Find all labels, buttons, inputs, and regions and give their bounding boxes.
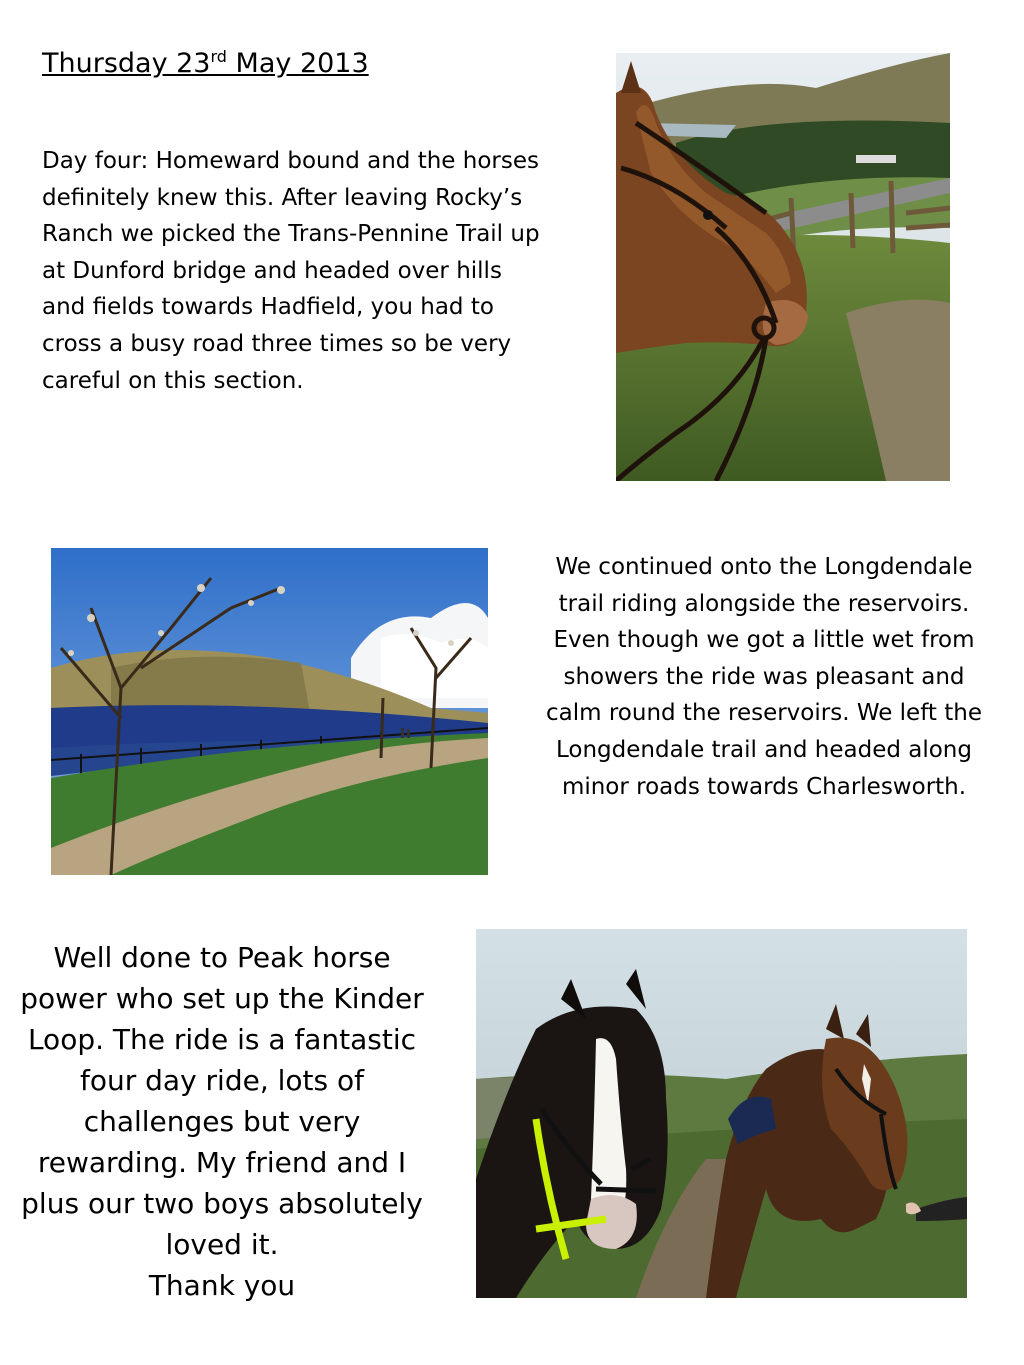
horse-head-valley-photo bbox=[616, 53, 950, 481]
date-suffix: May 2013 bbox=[226, 48, 369, 79]
page-title bbox=[42, 48, 369, 79]
date-ordinal: rd bbox=[210, 47, 227, 66]
thank-you-line: Thank you bbox=[148, 1269, 296, 1302]
reservoir-trail-photo bbox=[51, 548, 488, 875]
day-four-paragraph: Day four: Homeward bound and the horses definitely knew this. After leaving Rocky’s Ranch we picked the Trans-Pennine Trail up at Dunford bridge and headed over hills and fields towards Hadfield, you had to cross a busy road three times so be very careful on this section. bbox=[42, 148, 540, 394]
two-horses-photo bbox=[476, 929, 967, 1298]
well-done-line: Well done to Peak horse power who set up the Kinder Loop. The ride is a fantastic four day ride, lots of challenges but very rewarding. My friend and I plus our two boys absolutely loved it. bbox=[20, 941, 424, 1261]
longdendale-paragraph: We continued onto the Longdendale trail riding alongside the reservoirs. Even though we got a little wet from showers the ride was pleasant and calm round the reservoirs. We left the Longdendale trail and headed along minor roads towards Charlesworth. bbox=[546, 554, 982, 800]
date-prefix: Thursday 23 bbox=[42, 48, 211, 79]
well-done-paragraph bbox=[14, 937, 430, 1306]
